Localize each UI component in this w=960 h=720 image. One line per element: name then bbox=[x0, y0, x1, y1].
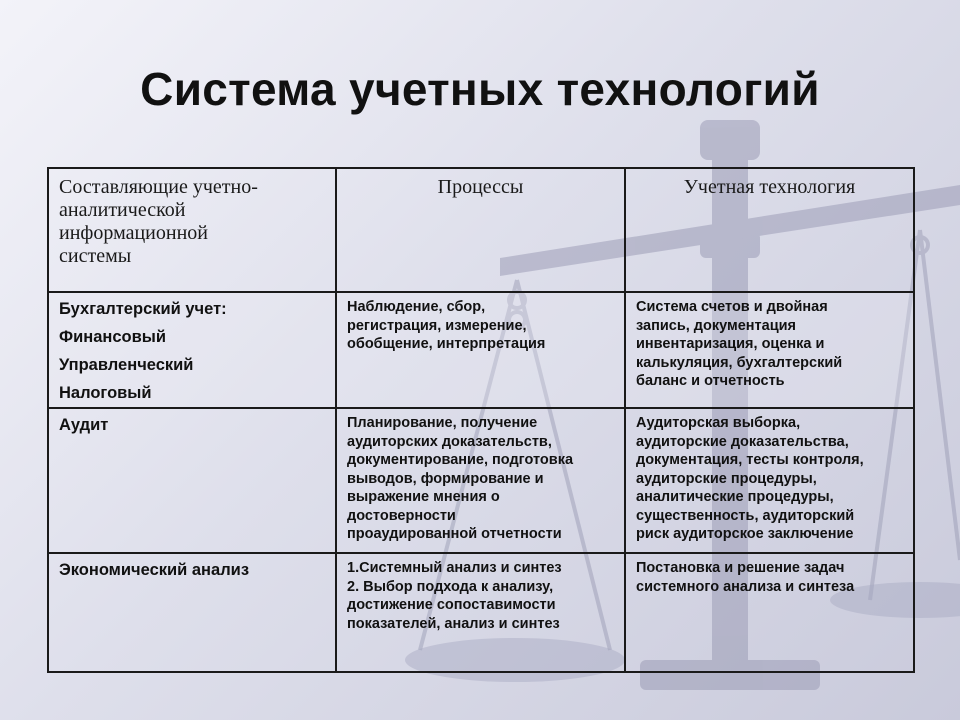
table-row bbox=[48, 408, 914, 553]
cell-component: Экономический анализ bbox=[48, 553, 336, 672]
column-header-processes: Процессы bbox=[336, 168, 625, 292]
cell-technology: Система счетов и двойная запись, документация инвентаризация, оценка и калькуляция, бухгалтерский баланс и отчетность bbox=[625, 292, 914, 408]
page-title: Система учетных технологий bbox=[140, 63, 820, 115]
accounting-technologies-table bbox=[47, 167, 915, 673]
cell-component: Бухгалтерский учет: Финансовый Управленческий Налоговый bbox=[48, 292, 336, 408]
table-row bbox=[48, 553, 914, 672]
table-row bbox=[48, 292, 914, 408]
column-header-components: Составляющие учетно- аналитической информационной системы bbox=[48, 168, 336, 292]
table-header-row bbox=[48, 168, 914, 292]
cell-processes: 1.Системный анализ и синтез 2. Выбор подхода к анализу, достижение сопоставимости показателей, анализ и синтез bbox=[336, 553, 625, 672]
cell-processes: Планирование, получение аудиторских доказательств, документирование, подготовка выводов, формирование и выражение мнения о достоверности проаудированной отчетности bbox=[336, 408, 625, 553]
cell-processes: Наблюдение, сбор, регистрация, измерение, обобщение, интерпретация bbox=[336, 292, 625, 408]
column-header-technology: Учетная технология bbox=[625, 168, 914, 292]
cell-technology: Постановка и решение задач системного анализа и синтеза bbox=[625, 553, 914, 672]
cell-technology: Аудиторская выборка, аудиторские доказательства, документация, тесты контроля, аудиторские процедуры, аналитические процедуры, существенность, аудиторский риск аудиторское заключение bbox=[625, 408, 914, 553]
cell-component: Аудит bbox=[48, 408, 336, 553]
